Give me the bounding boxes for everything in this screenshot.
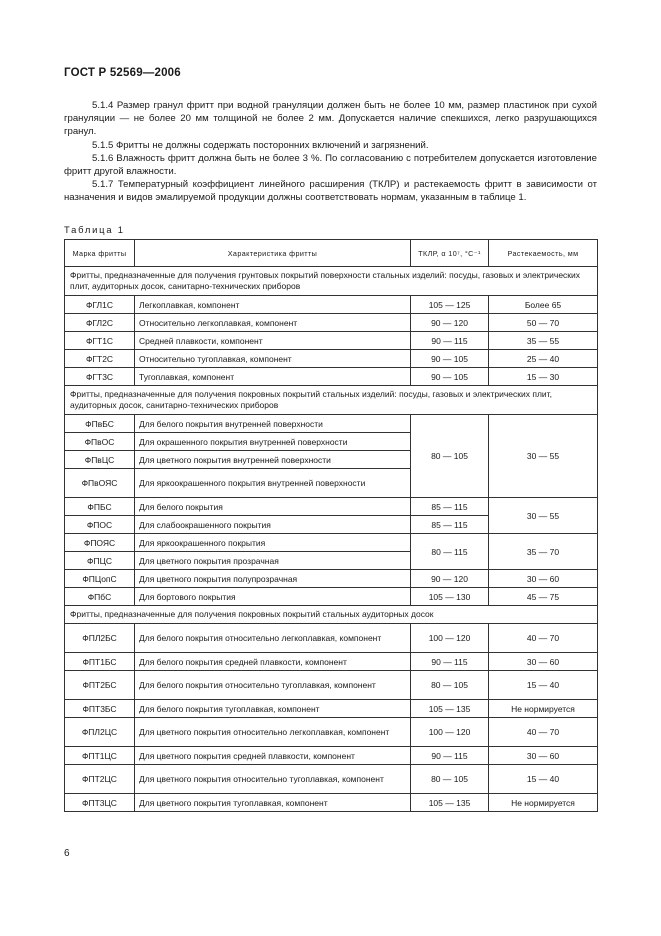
cell-tklr: 105 — 125 bbox=[411, 296, 489, 314]
cell-grade: ФПТ3ЦС bbox=[65, 794, 135, 812]
cell-tklr: 90 — 115 bbox=[411, 747, 489, 765]
group-row bbox=[65, 267, 598, 296]
cell-description: Для белого покрытия относительно тугоплавкая, компонент bbox=[135, 671, 411, 700]
cell-grade: ФПвБС bbox=[65, 415, 135, 433]
cell-grade: ФПТ2БС bbox=[65, 671, 135, 700]
cell-grade: ФПбС bbox=[65, 588, 135, 606]
frit-table bbox=[64, 239, 598, 812]
group-title: Фритты, предназначенные для получения грунтовых покрытий поверхности стальных изделий: посуды, газовых и электрических плит, аудиторных досок, санитарно-технических приборов bbox=[65, 267, 598, 296]
cell-grade: ФПОС bbox=[65, 516, 135, 534]
cell-tklr: 85 — 115 bbox=[411, 516, 489, 534]
cell-grade: ФПвЦС bbox=[65, 451, 135, 469]
header-grade: Марка фритты bbox=[65, 240, 135, 267]
cell-grade: ФПБС bbox=[65, 498, 135, 516]
group-title: Фритты, предназначенные для получения покровных покрытий стальных аудиторных досок bbox=[65, 606, 598, 624]
cell-grade: ФПЦопС bbox=[65, 570, 135, 588]
cell-spread: 35 — 55 bbox=[489, 332, 598, 350]
cell-description: Для яркоокрашенного покрытия внутренней поверхности bbox=[135, 469, 411, 498]
cell-grade: ФПТ1БС bbox=[65, 653, 135, 671]
cell-tklr-merged: 80 — 115 bbox=[411, 534, 489, 570]
table-row bbox=[65, 718, 598, 747]
cell-tklr: 90 — 120 bbox=[411, 314, 489, 332]
document-code: ГОСТ Р 52569—2006 bbox=[64, 67, 181, 79]
cell-description: Тугоплавкая, компонент bbox=[135, 368, 411, 386]
cell-description: Для цветного покрытия относительно легкоплавкая, компонент bbox=[135, 718, 411, 747]
cell-tklr: 100 — 120 bbox=[411, 718, 489, 747]
table-row bbox=[65, 314, 598, 332]
cell-spread: 30 — 60 bbox=[489, 747, 598, 765]
cell-description: Легкоплавкая, компонент bbox=[135, 296, 411, 314]
header-tklr: ТКЛР, α 10⁷, °С⁻¹ bbox=[411, 240, 489, 267]
header-spread: Растекаемость, мм bbox=[489, 240, 598, 267]
cell-spread: 40 — 70 bbox=[489, 718, 598, 747]
cell-spread: 15 — 30 bbox=[489, 368, 598, 386]
cell-description: Для белого покрытия внутренней поверхности bbox=[135, 415, 411, 433]
cell-description: Для цветного покрытия внутренней поверхности bbox=[135, 451, 411, 469]
group-title: Фритты, предназначенные для получения покровных покрытий стальных изделий: посуды, газовых и электрических плит, аудиторных досок, санитарно-технических приборов bbox=[65, 386, 598, 415]
table-row bbox=[65, 765, 598, 794]
cell-spread: Более 65 bbox=[489, 296, 598, 314]
cell-grade: ФПТ1ЦС bbox=[65, 747, 135, 765]
cell-grade: ФГЛ2С bbox=[65, 314, 135, 332]
cell-grade: ФПОЯС bbox=[65, 534, 135, 552]
cell-tklr-merged: 80 — 105 bbox=[411, 415, 489, 498]
cell-grade: ФПвОС bbox=[65, 433, 135, 451]
paragraph-5-1-6: 5.1.6 Влажность фритт должна быть не более 3 %. По согласованию с потребителем допускается изготовление фритт другой влажности. bbox=[64, 152, 597, 178]
cell-spread: Не нормируется bbox=[489, 794, 598, 812]
table-row bbox=[65, 700, 598, 718]
cell-tklr: 90 — 115 bbox=[411, 653, 489, 671]
cell-description: Для цветного покрытия прозрачная bbox=[135, 552, 411, 570]
paragraph-5-1-4: 5.1.4 Размер гранул фритт при водной грануляции должен быть не более 10 мм, размер пластинок при сухой грануляции — не более 20 мм толщиной не более 2 мм. Допускается наличие спекшихся, легко разрушающихся гранул. bbox=[64, 100, 597, 138]
table-header-row bbox=[65, 240, 598, 267]
cell-tklr: 80 — 105 bbox=[411, 765, 489, 794]
cell-tklr: 90 — 120 bbox=[411, 570, 489, 588]
cell-spread: 15 — 40 bbox=[489, 765, 598, 794]
table-row bbox=[65, 570, 598, 588]
cell-spread: Не нормируется bbox=[489, 700, 598, 718]
cell-description: Для окрашенного покрытия внутренней поверхности bbox=[135, 433, 411, 451]
cell-description: Для слабоокрашенного покрытия bbox=[135, 516, 411, 534]
cell-grade: ФПТ3БС bbox=[65, 700, 135, 718]
paragraph-5-1-7: 5.1.7 Температурный коэффициент линейного расширения (ТКЛР) и растекаемость фритт в зависимости от назначения и видов эмалируемой продукции должны соответствовать нормам, указанным в таблице 1. bbox=[64, 179, 597, 204]
cell-description: Для цветного покрытия средней плавкости, компонент bbox=[135, 747, 411, 765]
cell-description: Для цветного покрытия полупрозрачная bbox=[135, 570, 411, 588]
cell-spread: 50 — 70 bbox=[489, 314, 598, 332]
cell-tklr: 105 — 135 bbox=[411, 794, 489, 812]
group-row bbox=[65, 386, 598, 415]
table-row bbox=[65, 588, 598, 606]
cell-description: Для белого покрытия bbox=[135, 498, 411, 516]
table-row bbox=[65, 332, 598, 350]
cell-spread: 45 — 75 bbox=[489, 588, 598, 606]
page-number: 6 bbox=[64, 848, 70, 859]
table-row bbox=[65, 624, 598, 653]
cell-spread-merged: 35 — 70 bbox=[489, 534, 598, 570]
cell-description: Средней плавкости, компонент bbox=[135, 332, 411, 350]
paragraph-5-1-5: 5.1.5 Фритты не должны содержать посторонних включений и загрязнений. bbox=[92, 139, 429, 151]
table-row bbox=[65, 534, 598, 552]
cell-tklr: 90 — 115 bbox=[411, 332, 489, 350]
table-row bbox=[65, 671, 598, 700]
cell-tklr: 90 — 105 bbox=[411, 350, 489, 368]
cell-grade: ФПТ2ЦС bbox=[65, 765, 135, 794]
cell-description: Относительно тугоплавкая, компонент bbox=[135, 350, 411, 368]
header-description: Характеристика фритты bbox=[135, 240, 411, 267]
cell-description: Для белого покрытия тугоплавкая, компонент bbox=[135, 700, 411, 718]
table-row bbox=[65, 296, 598, 314]
cell-tklr: 100 — 120 bbox=[411, 624, 489, 653]
cell-spread: 30 — 60 bbox=[489, 570, 598, 588]
body-text bbox=[64, 99, 597, 205]
cell-description: Для яркоокрашенного покрытия bbox=[135, 534, 411, 552]
table-row bbox=[65, 794, 598, 812]
cell-spread: 15 — 40 bbox=[489, 671, 598, 700]
cell-spread: 30 — 60 bbox=[489, 653, 598, 671]
cell-description: Для белого покрытия средней плавкости, компонент bbox=[135, 653, 411, 671]
table-row bbox=[65, 498, 598, 516]
cell-tklr: 105 — 135 bbox=[411, 700, 489, 718]
cell-spread-merged: 30 — 55 bbox=[489, 498, 598, 534]
table-row bbox=[65, 415, 598, 433]
table-row bbox=[65, 350, 598, 368]
cell-spread: 25 — 40 bbox=[489, 350, 598, 368]
cell-tklr: 80 — 105 bbox=[411, 671, 489, 700]
table-row bbox=[65, 747, 598, 765]
cell-grade: ФПЛ2БС bbox=[65, 624, 135, 653]
cell-grade: ФПЦС bbox=[65, 552, 135, 570]
group-row bbox=[65, 606, 598, 624]
cell-grade: ФГТ1С bbox=[65, 332, 135, 350]
cell-grade: ФПвОЯС bbox=[65, 469, 135, 498]
cell-description: Для цветного покрытия тугоплавкая, компонент bbox=[135, 794, 411, 812]
cell-grade: ФПЛ2ЦС bbox=[65, 718, 135, 747]
cell-description: Для цветного покрытия относительно тугоплавкая, компонент bbox=[135, 765, 411, 794]
cell-tklr: 85 — 115 bbox=[411, 498, 489, 516]
table-row bbox=[65, 653, 598, 671]
cell-description: Для белого покрытия относительно легкоплавкая, компонент bbox=[135, 624, 411, 653]
cell-tklr: 105 — 130 bbox=[411, 588, 489, 606]
table-caption: Таблица 1 bbox=[64, 224, 125, 235]
cell-grade: ФГТ2С bbox=[65, 350, 135, 368]
table-row bbox=[65, 368, 598, 386]
cell-description: Для бортового покрытия bbox=[135, 588, 411, 606]
cell-tklr: 90 — 105 bbox=[411, 368, 489, 386]
cell-description: Относительно легкоплавкая, компонент bbox=[135, 314, 411, 332]
cell-spread: 40 — 70 bbox=[489, 624, 598, 653]
cell-spread-merged: 30 — 55 bbox=[489, 415, 598, 498]
cell-grade: ФГЛ1С bbox=[65, 296, 135, 314]
cell-grade: ФГТ3С bbox=[65, 368, 135, 386]
